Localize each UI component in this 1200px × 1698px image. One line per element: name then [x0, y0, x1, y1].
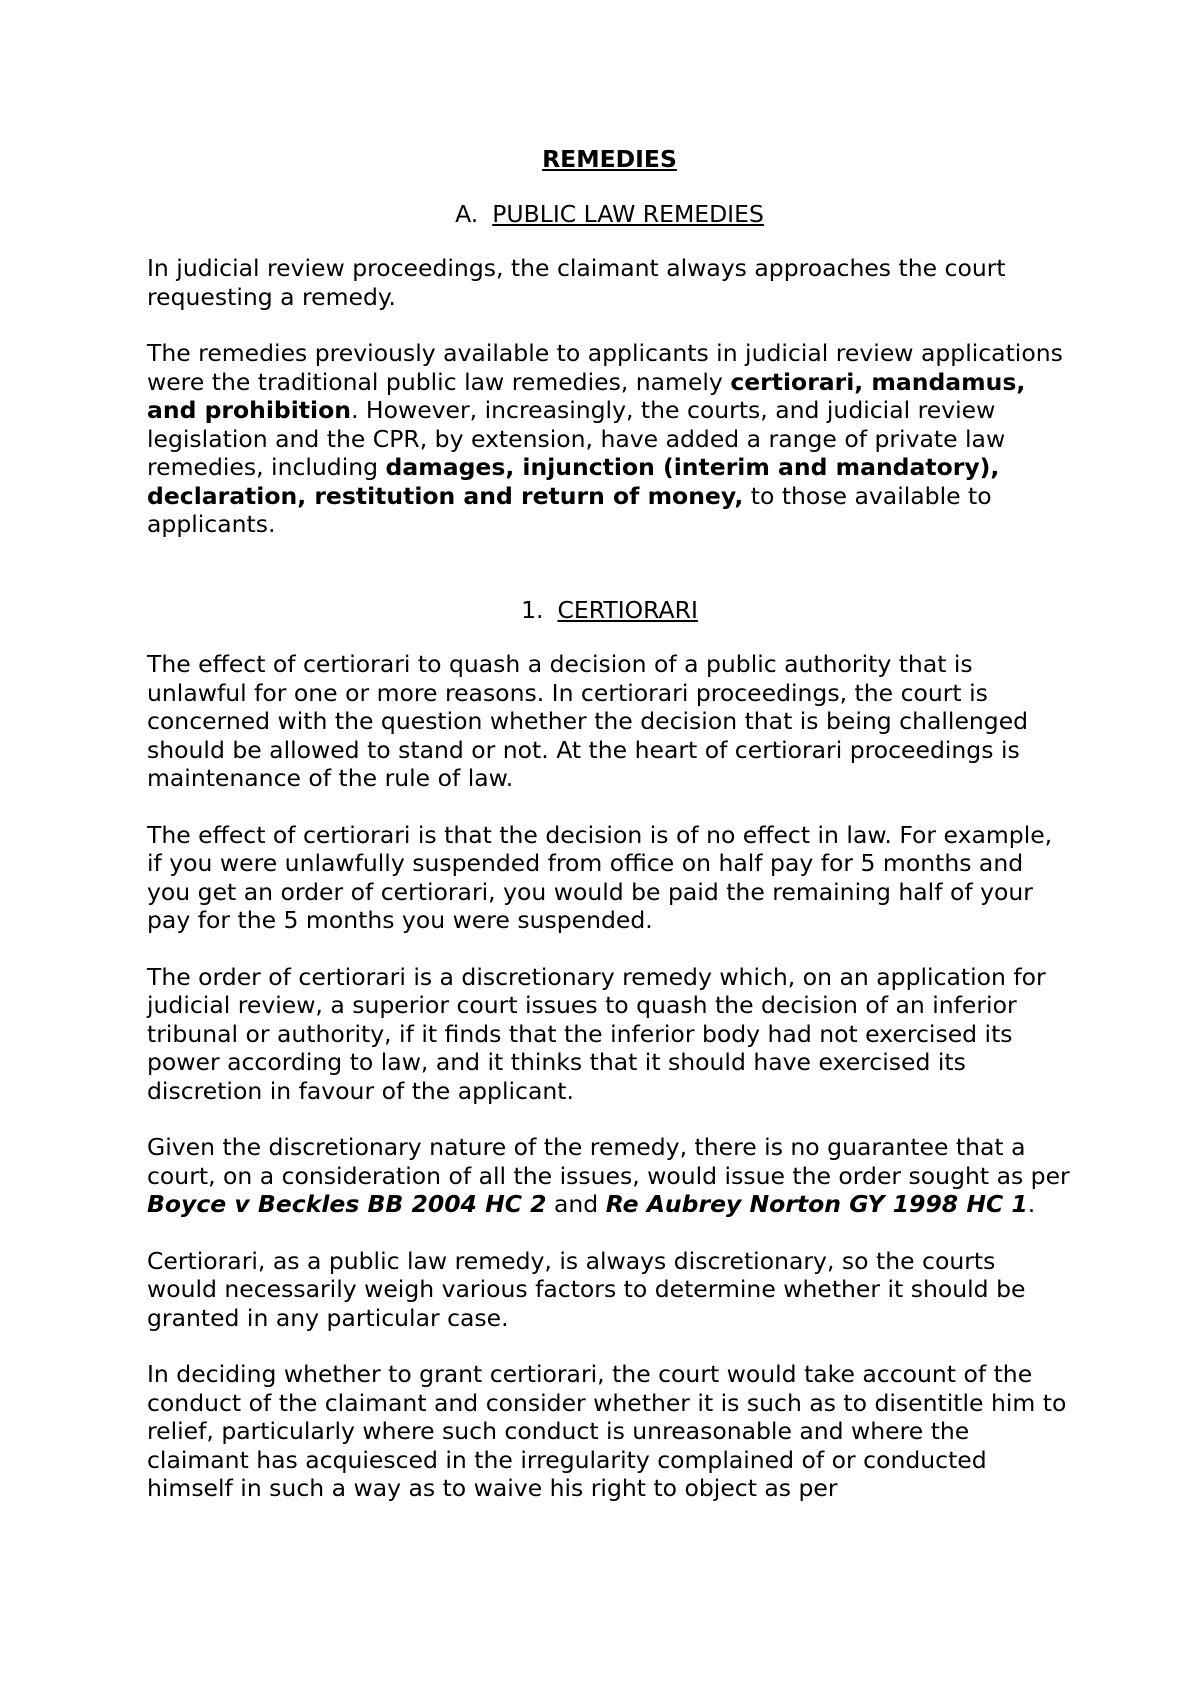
section-heading-public-law-remedies [147, 200, 1072, 229]
certiorari-paragraph-2: The effect of certiorari is that the decision is of no effect in law. For example, if you were unlawfully suspended from office on half pay for 5 months and you get an order of certiorari, you would be paid the remaining half of your pay for the 5 months you were suspended. [147, 820, 1053, 934]
certiorari-paragraph-3: The order of certiorari is a discretionary remedy which, on an application for judicial review, a superior court issues to quash the decision of an inferior tribunal or authority, if it finds that the inferior body had not exercised its power according to law, and it thinks that it should have exercised its discretion in favour of the applicant. [147, 962, 1046, 1105]
certiorari-paragraph-1: The effect of certiorari to quash a decision of a public authority that is unlawful for one or more reasons. In certiorari proceedings, the court is concerned with the question whether the decision that is being challenged should be allowed to stand or not. At the heart of certiorari proceedings is maintenance of the rule of law. [147, 650, 1029, 792]
bold-text-run: damages, injunction (interim and mandatory), declaration, restitution and return of money, [147, 453, 1000, 510]
intro-paragraph: In judicial review proceedings, the claimant always approaches the court requesting a remedy. [147, 254, 1006, 311]
certiorari-paragraph-5: Certiorari, as a public law remedy, is always discretionary, so the courts would necessarily weigh various factors to determine whether it should be granted in any particular case. [147, 1246, 1026, 1332]
section-number: 1. [521, 595, 544, 624]
remedies-paragraph [147, 339, 1072, 539]
section-label: CERTIORARI [557, 595, 698, 624]
document-title: REMEDIES [542, 145, 677, 173]
section-number: A. [455, 199, 479, 228]
text-run: Given the discretionary nature of the remedy, there is no guarantee that a court, on a consideration of all the issues, would issue the order sought as per [147, 1133, 1070, 1190]
text-run: The remedies previously available to applicants in judicial review applications were the traditional public law remedies, namely [147, 339, 1063, 396]
certiorari-paragraph-4 [147, 1133, 1072, 1219]
section-heading-certiorari [147, 596, 1072, 625]
text-run: to those available to applicants. [147, 481, 992, 538]
text-run: and [546, 1190, 606, 1218]
bold-text-run: certiorari, mandamus, and prohibition [147, 367, 1026, 424]
document-body [147, 145, 1072, 1503]
section-label: PUBLIC LAW REMEDIES [492, 199, 764, 228]
certiorari-paragraph-6: In deciding whether to grant certiorari, the court would take account of the conduct of the claimant and consider whether it is such as to disentitle him to relief, particularly where such conduct is unreasonable and where the claimant has acquiesced in the irregularity complained of or conducted himself in such a way as to waive his right to object as per [147, 1360, 1067, 1502]
case-citation: Re Aubrey Norton GY 1998 HC 1 [605, 1190, 1028, 1218]
text-run: . [1027, 1190, 1036, 1218]
text-run: . However, increasingly, the courts, and judicial review legislation and the CPR, by extension, have added a range of private law remedies, including [147, 396, 1006, 481]
case-citation: Boyce v Beckles BB 2004 HC 2 [147, 1190, 547, 1218]
